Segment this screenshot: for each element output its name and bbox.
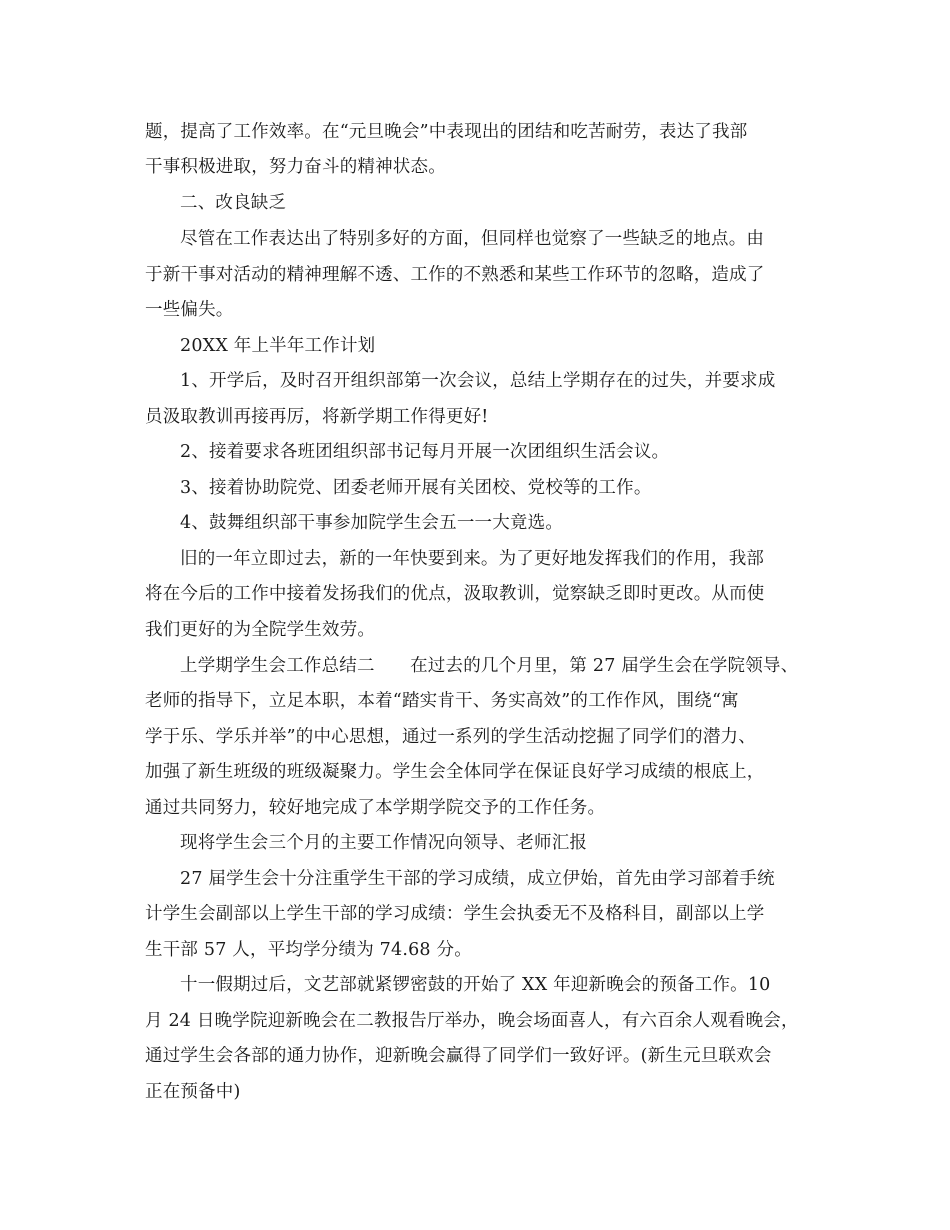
- list-item: 3、接着协助院党、团委老师开展有关团校、党校等的工作。: [180, 478, 652, 498]
- text-line: 旧的一年立即过去，新的一年快要到来。为了更好地发挥我们的作用，我部: [180, 549, 765, 569]
- section-heading: 二、改良缺乏: [180, 193, 287, 213]
- text-line: 一些偏失。: [145, 300, 234, 320]
- text-line: 正在预备中): [145, 1082, 241, 1102]
- text-line: 学于乐、学乐并举”的中心思想，通过一系列的学生活动挖掘了同学们的潜力、: [145, 727, 756, 747]
- text-line: 尽管在工作表达出了特别多好的方面，但同样也觉察了一些缺乏的地点。由: [180, 229, 765, 249]
- text-line: 27 届学生会十分注重学生干部的学习成绩，成立伊始，首先由学习部着手统: [180, 869, 775, 889]
- text-line: 加强了新生班级的班级凝聚力。学生会全体同学在保证良好学习成绩的根底上，: [145, 762, 765, 782]
- text-line: 员汲取教训再接再厉，将新学期工作得更好!: [145, 407, 489, 427]
- text-line: 现将学生会三个月的主要工作情况向领导、老师汇报: [180, 833, 588, 853]
- list-item: 4、鼓舞组织部干事参加院学生会五一一大竟选。: [180, 513, 564, 533]
- text-line: 我们更好的为全院学生效劳。: [145, 620, 376, 640]
- text-line: 通过共同努力，较好地完成了本学期学院交予的工作任务。: [145, 798, 606, 818]
- text-line: 生干部 57 人，平均学分绩为 74.68 分。: [145, 940, 472, 960]
- text-line: 上学期学生会工作总结二 在过去的几个月里，第 27 届学生会在学院领导、: [180, 656, 799, 676]
- text-line: 通过学生会各部的通力协作，迎新晚会赢得了同学们一致好评。(新生元旦联欢会: [145, 1046, 772, 1066]
- section-heading: 20XX 年上半年工作计划: [180, 336, 376, 356]
- list-item: 1、开学后，及时召开组织部第一次会议，总结上学期存在的过失，并要求成: [180, 371, 776, 391]
- text-line: 老师的指导下，立足本职，本着“踏实肯干、务实高效”的工作作风，围绕“寓: [145, 691, 739, 711]
- text-line: 将在今后的工作中接着发扬我们的优点，汲取教训，觉察缺乏即时更改。从而使: [145, 584, 765, 604]
- list-item: 2、接着要求各班团组织部书记每月开展一次团组织生活会议。: [180, 442, 670, 462]
- text-line: 月 24 日晚学院迎新晚会在二教报告厅举办，晚会场面喜人，有六百余人观看晚会，: [145, 1011, 799, 1031]
- text-line: 干事积极进取，努力奋斗的精神状态。: [145, 157, 446, 177]
- text-line: 于新干事对活动的精神理解不透、工作的不熟悉和某些工作环节的忽略，造成了: [145, 265, 765, 285]
- text-line: 十一假期过后，文艺部就紧锣密鼓的开始了 XX 年迎新晚会的预备工作。10: [180, 975, 771, 995]
- text-line: 计学生会副部以上学生干部的学习成绩：学生会执委无不及格科目，副部以上学: [145, 904, 765, 924]
- text-line: 题，提高了工作效率。在“元旦晚会”中表现出的团结和吃苦耐劳，表达了我部: [145, 122, 748, 142]
